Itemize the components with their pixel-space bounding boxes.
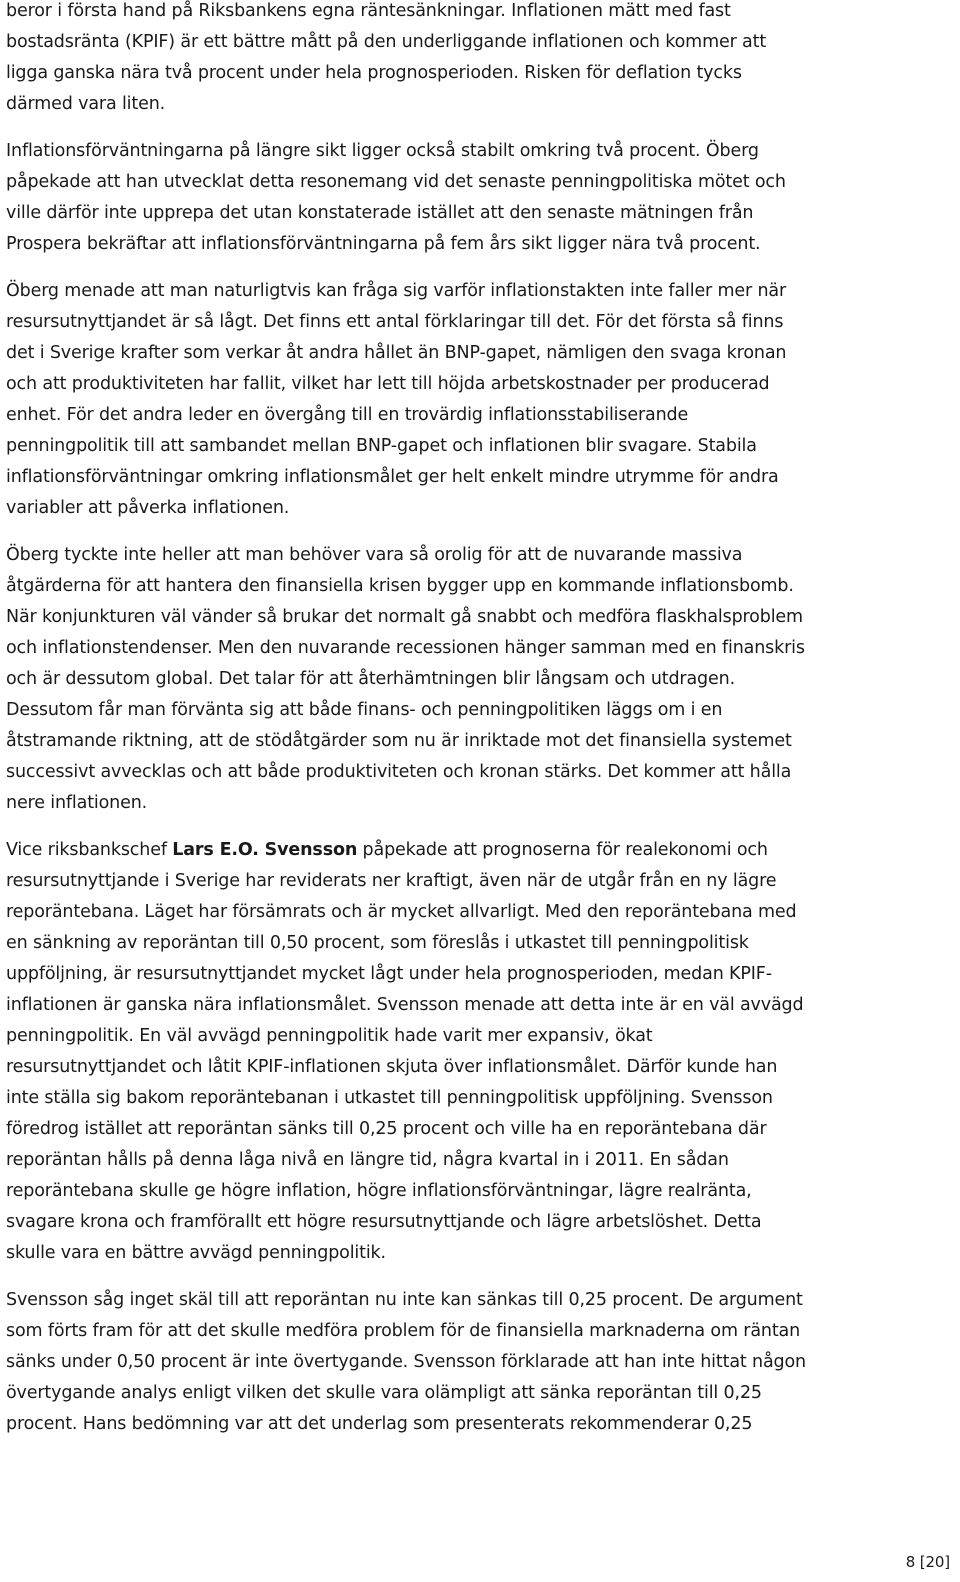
text-line: resursutnyttjandet och låtit KPIF-inflationen skjuta över inflationsmålet. Därför kunde han [6,1057,778,1077]
paragraph-inflation-bomb [6,540,954,819]
text-line: föredrog istället att reporäntan sänks till 0,25 procent och ville ha en reporäntebana där [6,1119,767,1139]
text-line: och är dessutom global. Det talar för att återhämtningen blir långsam och utdragen. [6,669,735,689]
document-page [6,0,954,1456]
text-line: inte ställa sig bakom reporäntebanan i utkastet till penningpolitisk uppföljning. Svensson [6,1088,773,1108]
text-line: därmed vara liten. [6,94,166,114]
text-line: Prospera bekräftar att inflationsförväntningarna på fem års sikt ligger nära två procent. [6,234,761,254]
speaker-name: Lars E.O. Svensson [172,840,358,860]
text-line: övertygande analys enligt vilken det skulle vara olämpligt att sänka reporäntan till 0,25 [6,1383,762,1403]
text-line: penningpolitik till att sambandet mellan BNP-gapet och inflationen blir svagare. Stabila [6,436,757,456]
text-line: Dessutom får man förvänta sig att både finans- och penningpolitiken läggs om i en [6,700,723,720]
text-line: resursutnyttjandet är så lågt. Det finns ett antal förklaringar till det. För det första så finns [6,312,784,332]
text-line: som förts fram för att det skulle medföra problem för de finansiella marknaderna om räntan [6,1321,801,1341]
text-line: och att produktiviteten har fallit, vilket har lett till höjda arbetskostnader per producerad [6,374,770,394]
paragraph-inflation-expectations [6,136,954,260]
text-line: och inflationstendenser. Men den nuvarande recessionen hänger samman med en finanskris [6,638,805,658]
text-line: inflationen är ganska nära inflationsmålet. Svensson menade att detta inte är en väl avvägd [6,995,804,1015]
text-line-with-speaker [6,835,954,866]
speaker-suffix: påpekade att prognoserna för realekonomi och [357,840,768,860]
page-number: 8 [20] [905,1553,950,1571]
text-line: det i Sverige krafter som verkar åt andra hållet än BNP-gapet, nämligen den svaga kronan [6,343,787,363]
text-line: penningpolitik. En väl avvägd penningpolitik hade varit mer expansiv, ökat [6,1026,653,1046]
paragraph-svensson-forecast [6,835,954,1269]
text-line: Öberg menade att man naturligtvis kan fråga sig varför inflationstakten inte faller mer när [6,281,787,301]
text-line: påpekade att han utvecklat detta resonemang vid det senaste penningpolitiska mötet och [6,172,786,192]
text-line: nere inflationen. [6,793,148,813]
text-line: svagare krona och framförallt ett högre resursutnyttjande och lägre arbetslöshet. Detta [6,1212,762,1232]
text-line: åtgärderna för att hantera den finansiella krisen bygger upp en kommande inflationsbomb. [6,576,794,596]
text-line: reporäntebana. Läget har försämrats och är mycket allvarligt. Med den reporäntebana med [6,902,797,922]
text-line: resursutnyttjande i Sverige har reviderats ner kraftigt, även när de utgår från en ny lägre [6,871,777,891]
text-line: ligga ganska nära två procent under hela prognosperioden. Risken för deflation tycks [6,63,742,83]
text-line: Inflationsförväntningarna på längre sikt ligger också stabilt omkring två procent. Öberg [6,141,759,161]
paragraph-resource-utilisation [6,276,954,524]
text-line: Öberg tyckte inte heller att man behöver vara så orolig för att de nuvarande massiva [6,545,743,565]
paragraph-deflation-risk [6,0,954,120]
text-line: skulle vara en bättre avvägd penningpolitik. [6,1243,386,1263]
text-line: beror i första hand på Riksbankens egna räntesänkningar. Inflationen mätt med fast [6,1,731,21]
text-line: bostadsränta (KPIF) är ett bättre mått på den underliggande inflationen och kommer att [6,32,767,52]
speaker-prefix: Vice riksbankschef [6,840,173,860]
text-line: enhet. För det andra leder en övergång till en trovärdig inflationsstabiliserande [6,405,689,425]
text-line: successivt avvecklas och att både produktiviteten och kronan stärks. Det kommer att hålla [6,762,792,782]
text-line: Svensson såg inget skäl till att reporäntan nu inte kan sänkas till 0,25 procent. De argument [6,1290,803,1310]
paragraph-svensson-rate-cut [6,1285,954,1440]
text-line: variabler att påverka inflationen. [6,498,290,518]
text-line: inflationsförväntningar omkring inflationsmålet ger helt enkelt mindre utrymme för andra [6,467,779,487]
text-line: ville därför inte upprepa det utan konstaterade istället att den senaste mätningen från [6,203,754,223]
text-line: När konjunkturen väl vänder så brukar det normalt gå snabbt och medföra flaskhalsproblem [6,607,803,627]
text-line: reporäntan hålls på denna låga nivå en längre tid, några kvartal in i 2011. En sådan [6,1150,729,1170]
text-line: en sänkning av reporäntan till 0,50 procent, som föreslås i utkastet till penningpolitisk [6,933,749,953]
text-line: procent. Hans bedömning var att det underlag som presenterats rekommenderar 0,25 [6,1414,753,1434]
text-line: åtstramande riktning, att de stödåtgärder som nu är inriktade mot det finansiella systemet [6,731,792,751]
text-line: sänks under 0,50 procent är inte övertygande. Svensson förklarade att han inte hittat någon [6,1352,806,1372]
text-line: reporäntebana skulle ge högre inflation, högre inflationsförväntningar, lägre realränta, [6,1181,752,1201]
text-line: uppföljning, är resursutnyttjandet mycket lågt under hela prognosperioden, medan KPIF- [6,964,772,984]
